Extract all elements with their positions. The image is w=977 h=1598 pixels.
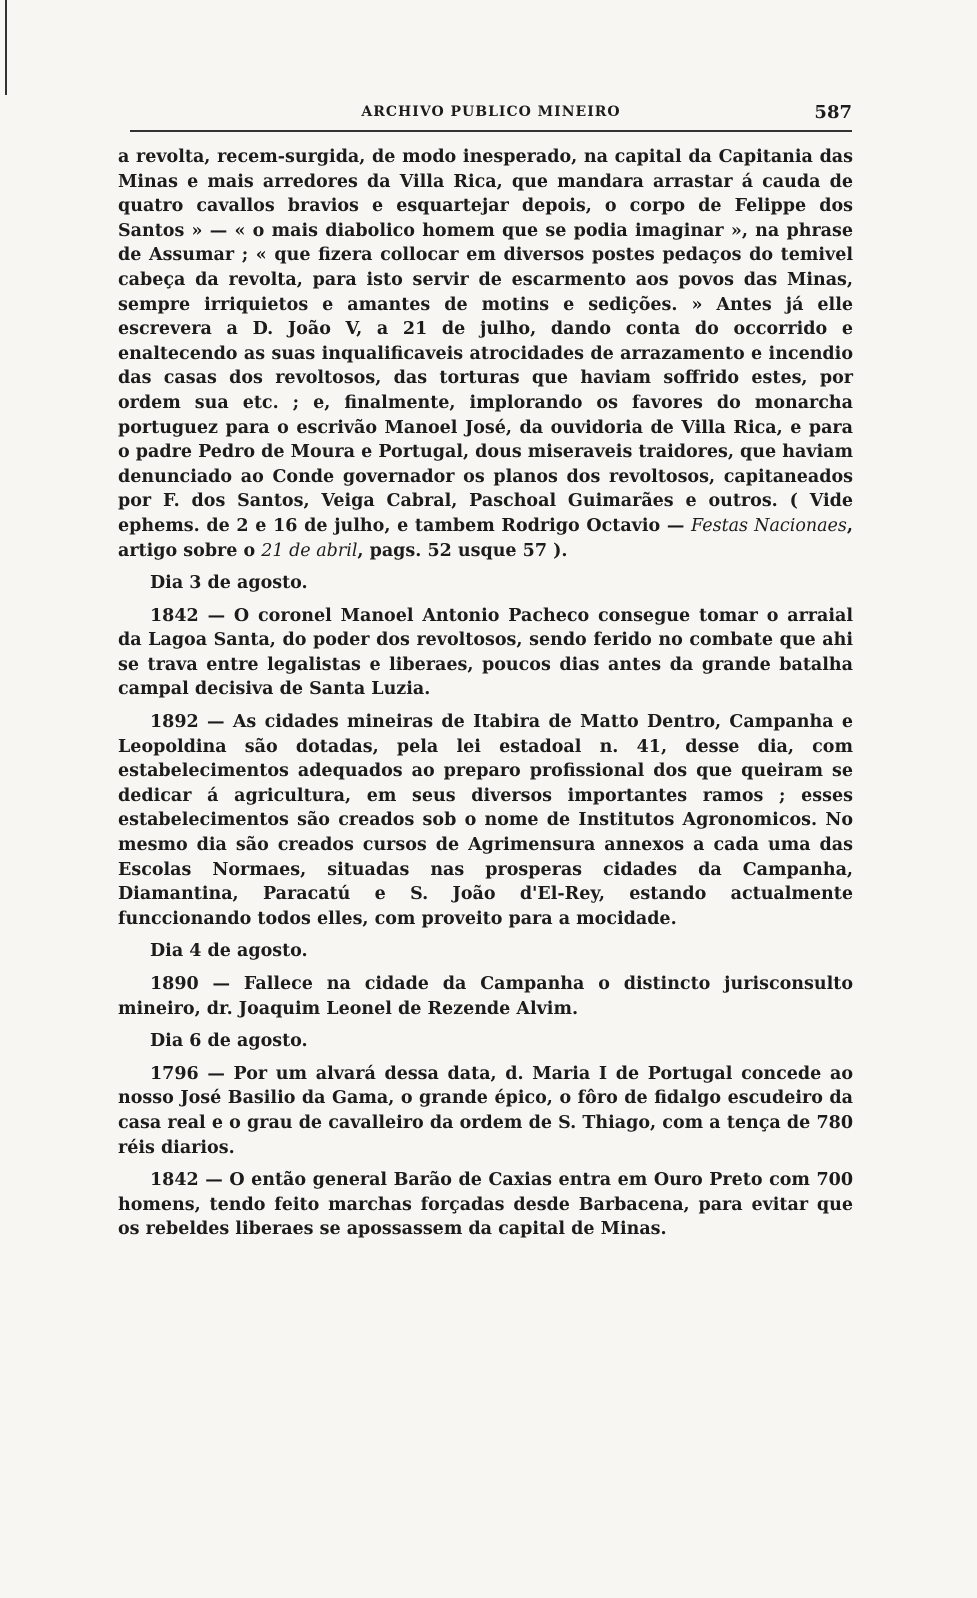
text-run: Dia 6 de agosto. xyxy=(150,1031,308,1052)
page-number: 587 xyxy=(814,102,852,123)
entry-paragraph xyxy=(118,972,853,1021)
entry-paragraph xyxy=(118,1062,853,1160)
entry-paragraph xyxy=(118,604,853,702)
page-body xyxy=(118,145,853,1242)
page-header xyxy=(130,100,852,132)
text-run: , artigo sobre o xyxy=(118,515,853,561)
text-run: 1892 — As cidades mineiras de Itabira de Matto Dentro, Campanha e Leopoldina são dotadas, pela lei estadoal n. 41, desse dia, com estabelecimentos adequados ao preparo profissional dos que queiram se dedicar á agricultura, em seus diversos importantes ramos ; esses estabelecimentos são creados sob o nome de Institutos Agronomicos. No mesmo dia são creados cursos de Agrimensura annexos a cada uma das Escolas Normaes, situadas nas prosperas cidades da Campanha, Diamantina, Paracatú e S. João d'El-Rey, estando actualmente funccionando todos elles, com proveito para a mocidade. xyxy=(118,712,853,929)
entry-paragraph xyxy=(118,1168,853,1242)
continuation-paragraph xyxy=(118,145,853,563)
date-heading xyxy=(118,939,853,964)
date-heading xyxy=(118,1029,853,1054)
italic-title: 21 de abril xyxy=(261,540,358,561)
text-run: 1796 — Por um alvará dessa data, d. Maria I de Portugal concede ao nosso José Basilio da Gama, o grande épico, o fôro de fidalgo escudeiro da casa real e o grau de cavalleiro da ordem de S. Thiago, com a tença de 780 réis diarios. xyxy=(118,1063,853,1158)
text-run: a revolta, recem-surgida, de modo inesperado, na capital da Capitania das Minas e mais arredores da Villa Rica, que mandara arrastar á cauda de quatro cavallos bravios e esquartejar depois, o corpo de Felippe dos Santos » — « o mais diabolico homem que se podia imaginar », na phrase de Assumar ; « que fizera collocar em diversos postes pedaços do temivel cabeça da revolta, para isto servir de escarmento aos povos das Minas, sempre irriquietos e amantes de motins e sedições. » Antes já elle escrevera a D. João V, a 21 de julho, dando conta do occorrido e enaltecendo as suas inqualificaveis atrocidades de arrazamento e incendio das casas dos revoltosos, das torturas que haviam soffrido estes, por ordem sua etc. ; e, finalmente, implorando os favores do monarcha portuguez para o escrivão Manoel José, da ouvidoria de Villa Rica, e para o padre Pedro de Moura e Portugal, dous miseraveis traidores, que haviam denunciado ao Conde governador os planos dos revoltosos, capitaneados por F. dos Santos, Veiga Cabral, Paschoal Guimarães e outros. ( Vide ephems. de 2 e 16 de julho, e tambem Rodrigo Octavio — xyxy=(118,147,853,536)
page-edge-line xyxy=(5,0,7,95)
running-head: ARCHIVO PUBLICO MINEIRO xyxy=(361,104,621,120)
text-run: Dia 3 de agosto. xyxy=(150,573,308,594)
entry-paragraph xyxy=(118,710,853,931)
date-heading xyxy=(118,571,853,596)
text-run: Dia 4 de agosto. xyxy=(150,941,308,962)
text-run: , pags. 52 usque 57 ). xyxy=(357,540,568,561)
text-run: 1842 — O coronel Manoel Antonio Pacheco consegue tomar o arraial da Lagoa Santa, do poder dos revoltosos, sendo ferido no combate que ahi se trava entre legalistas e liberaes, poucos dias antes da grande batalha campal decisiva de Santa Luzia. xyxy=(118,605,853,700)
italic-title: Festas Nacionaes xyxy=(691,515,847,536)
text-run: 1890 — Fallece na cidade da Campanha o distincto jurisconsulto mineiro, dr. Joaquim Leonel de Rezende Alvim. xyxy=(118,974,853,1019)
text-run: 1842 — O então general Barão de Caxias entra em Ouro Preto com 700 homens, tendo feito marchas forçadas desde Barbacena, para evitar que os rebeldes liberaes se apossassem da capital de Minas. xyxy=(118,1170,853,1240)
